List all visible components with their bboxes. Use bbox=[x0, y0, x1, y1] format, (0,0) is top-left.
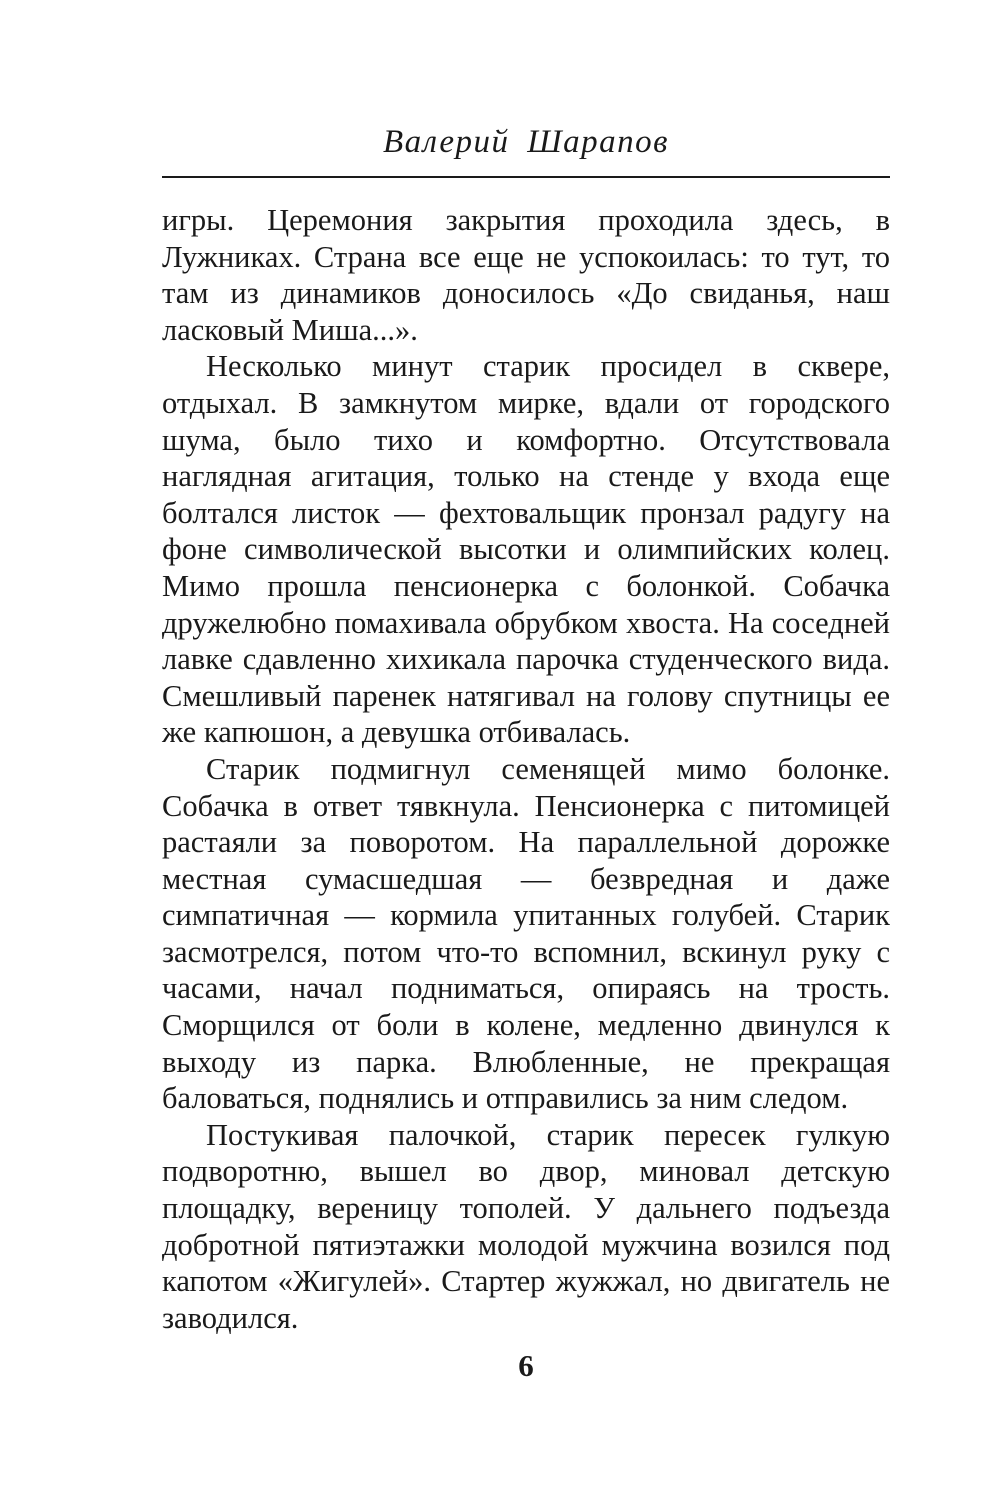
body-text bbox=[162, 202, 890, 1336]
paragraph: Несколько минут старик просидел в сквере, отдыхал. В замкнутом мирке, вдали от городского шума, было тихо и комфортно. Отсутствовала наглядная агитация, только на стенде у входа еще болтался листок — фехтовальщик пронзал радугу на фоне символической высотки и олимпийских колец. Мимо прошла пенсионерка с болонкой. Собачка дружелюбно помахивала обрубком хвоста. На соседней лавке сдавленно хихикала парочка студенческого вида. Смешливый паренек натягивал на голову спутницы ее же капюшон, а девушка отбивалась. bbox=[162, 349, 890, 750]
page-number: 6 bbox=[518, 1348, 534, 1383]
paragraph: Постукивая палочкой, старик пересек гулкую подворотню, вышел во двор, миновал детскую площадку, вереницу тополей. У дальнего подъезда добротной пятиэтажки молодой мужчина возился под капотом «Жигулей». Стартер жужжал, но двигатель не заводился. bbox=[162, 1117, 890, 1335]
running-header-title: Валерий Шарапов bbox=[382, 124, 669, 160]
header-rule bbox=[162, 176, 890, 178]
paragraph: Старик подмигнул семенящей мимо болонке. Собачка в ответ тявкнула. Пенсионерка с питомицей растаяли за поворотом. На параллельной дорожке местная сумасшедшая — безвредная и даже симпатичная — кормила упитанных голубей. Старик засмотрелся, потом что-то вспомнил, вскинул руку с часами, начал подниматься, опираясь на трость. Сморщился от боли в колене, медленно двинулся к выходу из парка. Влюбленные, не прекращая баловаться, поднялись и отправились за ним следом. bbox=[162, 751, 890, 1116]
paragraph-continuation: игры. Церемония закрытия проходила здесь, в Лужниках. Страна все еще не успокоилась: то тут, то там из динамиков доносилось «До свиданья, наш ласковый Миша...». bbox=[162, 203, 890, 347]
